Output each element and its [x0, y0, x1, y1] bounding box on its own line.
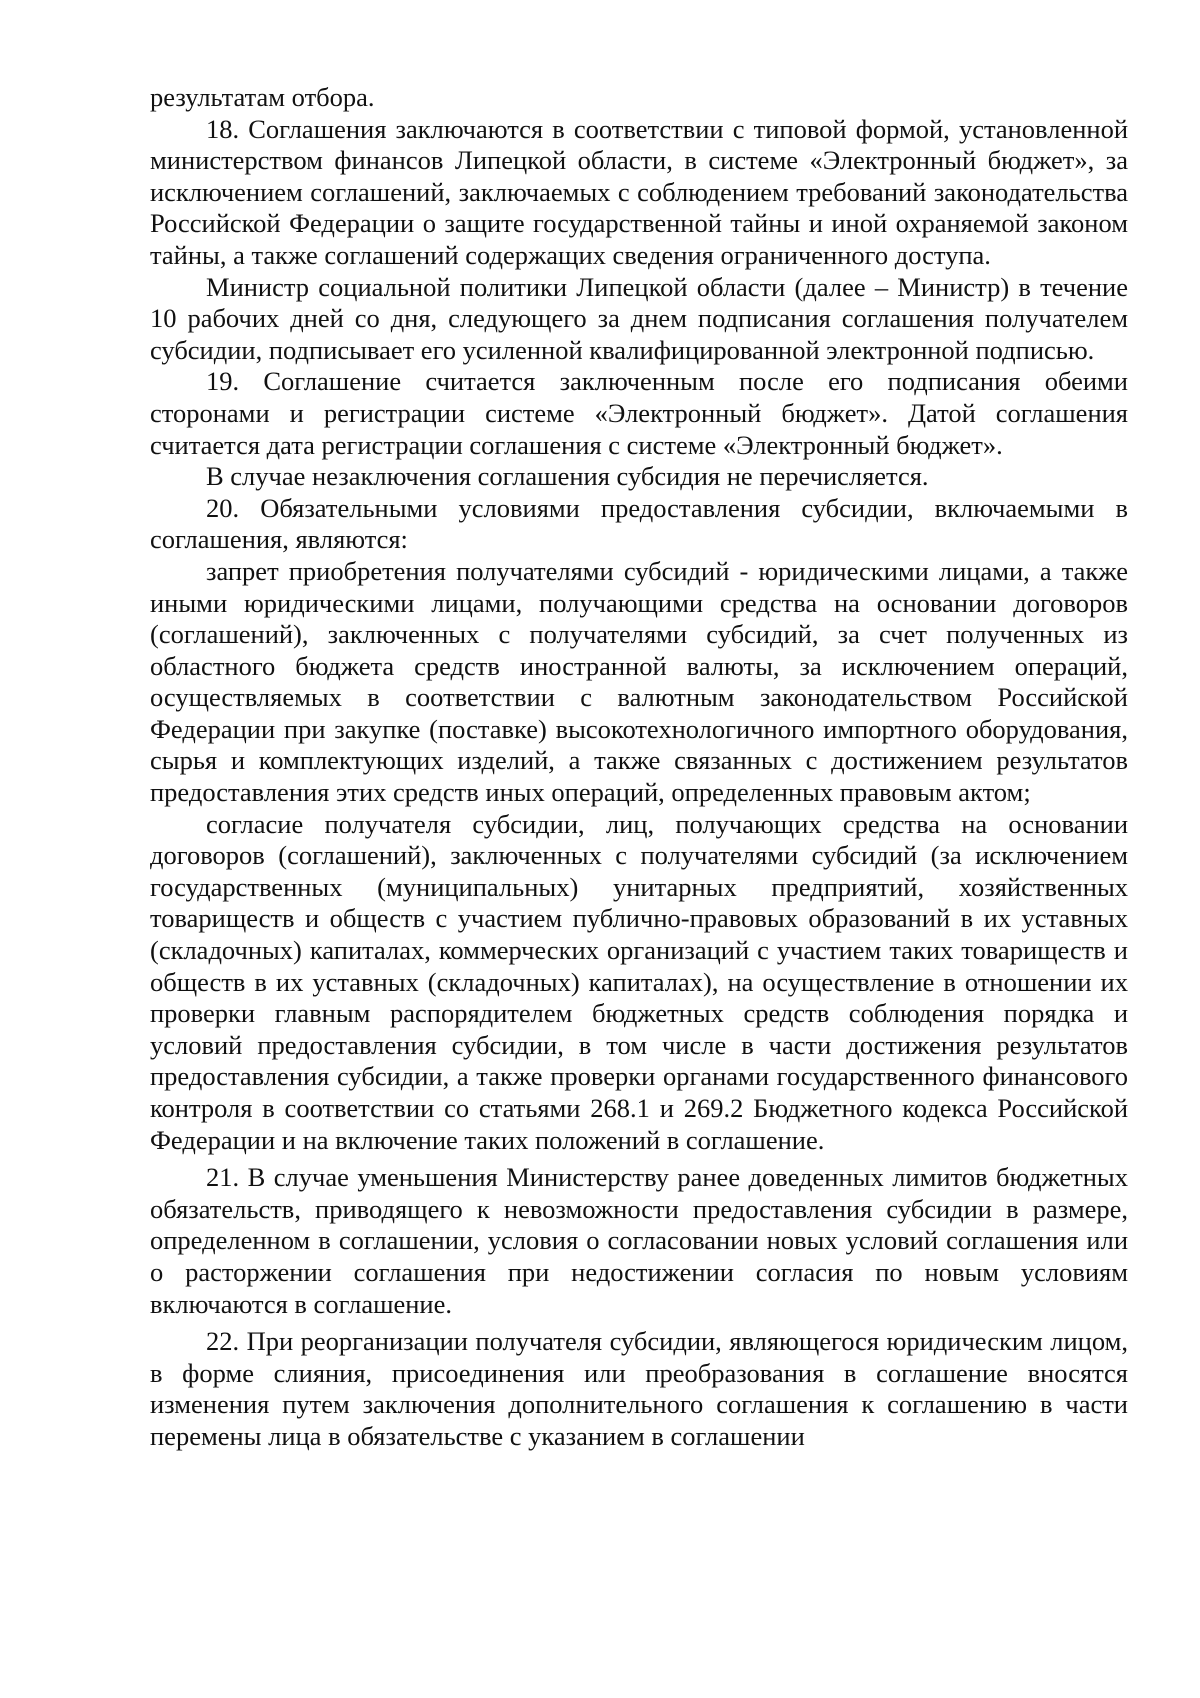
document-page: [150, 82, 1128, 1453]
paragraph-consent: согласие получателя субсидии, лиц, получающих средства на основании договоров (соглашений), заключенных с получателями субсидий (за исключением государственных (муниципальных) унитарных предприятий, хозяйственных товариществ и обществ с участием публично-правовых образований в их уставных (складочных) капиталах, коммерческих организаций с участием таких товариществ и обществ в их уставных (складочных) капиталах), на осуществление в отношении их проверки главным распорядителем бюджетных средств соблюдения порядка и условий предоставления субсидии, в том числе в части достижения результатов предоставления субсидии, а также проверки органами государственного финансового контроля в соответствии со статьями 268.1 и 269.2 Бюджетного кодекса Российской Федерации и на включение таких положений в соглашение.: [150, 808, 1128, 1155]
paragraph-20: 20. Обязательными условиями предоставления субсидии, включаемыми в соглашения, являются:: [150, 492, 1128, 555]
paragraph-minister: Министр социальной политики Липецкой области (далее – Министр) в течение 10 рабочих дней со дня, следующего за днем подписания соглашения получателем субсидии, подписывает его усиленной квалифицированной электронной подписью.: [150, 271, 1128, 365]
paragraph-currency-ban: запрет приобретения получателями субсидий - юридическими лицами, а также иными юридическими лицами, получающими средства на основании договоров (соглашений), заключенных с получателями субсидий, за счет полученных из областного бюджета средств иностранной валюты, за исключением операций, осуществляемых в соответствии с валютным законодательством Российской Федерации при закупке (поставке) высокотехнологичного импортного оборудования, сырья и комплектующих изделий, а также связанных с достижением результатов предоставления этих средств иных операций, определенных правовым актом;: [150, 555, 1128, 808]
paragraph-non-conclusion: В случае незаключения соглашения субсидия не перечисляется.: [206, 461, 929, 492]
paragraph-22: 22. При реорганизации получателя субсидии, являющегося юридическим лицом, в форме слияния, присоединения или преобразования в соглашение вносятся изменения путем заключения дополнительного соглашения к соглашению в части перемены лица в обязательстве с указанием в соглашении: [150, 1326, 1128, 1451]
paragraph-19: 19. Соглашение считается заключенным после его подписания обеими сторонами и регистрации системе «Электронный бюджет». Датой соглашения считается дата регистрации соглашения с системе «Электронный бюджет».: [150, 366, 1128, 460]
paragraph-continuation: результатам отбора.: [150, 82, 375, 112]
paragraph-18: 18. Соглашения заключаются в соответствии с типовой формой, установленной министерством финансов Липецкой области, в системе «Электронный бюджет», за исключением соглашений, заключаемых с соблюдением требований законодательства Российской Федерации о защите государственной тайны и иной охраняемой законом тайны, а также соглашений содержащих сведения ограниченного доступа.: [150, 113, 1128, 270]
paragraph-21: 21. В случае уменьшения Министерству ранее доведенных лимитов бюджетных обязательств, приводящего к невозможности предоставления субсидии в размере, определенном в соглашении, условия о согласовании новых условий соглашения или о расторжении соглашения при недостижении согласия по новым условиям включаются в соглашение.: [150, 1162, 1128, 1319]
